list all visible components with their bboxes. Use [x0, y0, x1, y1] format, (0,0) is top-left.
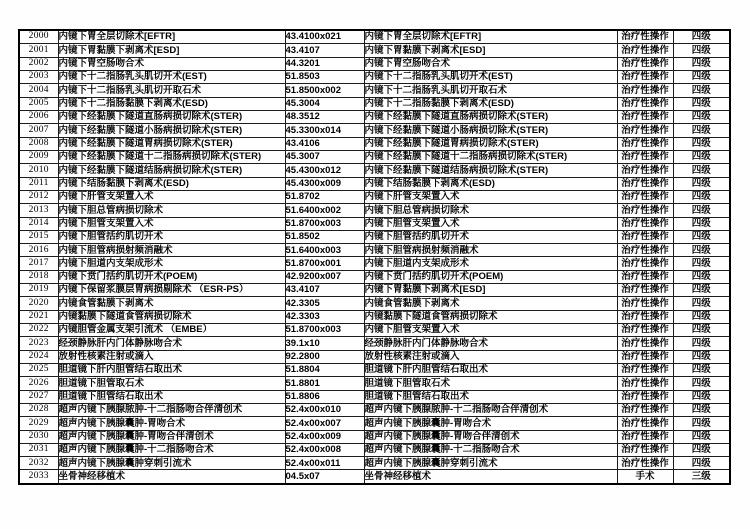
- table-row: [19, 470, 730, 484]
- cell-code: 52.4x00x007: [285, 417, 364, 430]
- cell-category: 治疗性操作: [617, 390, 673, 403]
- cell-level: 四级: [673, 430, 730, 443]
- cell-id: 2033: [19, 470, 58, 484]
- cell-level: 四级: [673, 257, 730, 270]
- cell-name: 内镜下胆管支架置入术: [58, 217, 285, 230]
- cell-id: 2010: [19, 164, 58, 177]
- cell-category: 治疗性操作: [617, 244, 673, 257]
- cell-level: 四级: [673, 57, 730, 70]
- cell-name: 超声内镜下胰腺囊肿-胃吻合术: [58, 417, 285, 430]
- cell-category: 治疗性操作: [617, 204, 673, 217]
- cell-level: 四级: [673, 177, 730, 190]
- cell-id: 2001: [19, 44, 58, 57]
- cell-name: 内镜下经黏膜下隧道胃病损切除术(STER): [58, 137, 285, 150]
- cell-code: 43.4107: [285, 284, 364, 297]
- cell-category: 治疗性操作: [617, 403, 673, 416]
- table-row: [19, 403, 730, 416]
- table-row: [19, 217, 730, 230]
- cell-name2: 超声内镜下胰腺囊肿-胃吻合术: [364, 417, 617, 430]
- table-row: [19, 230, 730, 243]
- cell-code: 92.2800: [285, 350, 364, 363]
- cell-category: 治疗性操作: [617, 44, 673, 57]
- cell-code: 51.8702: [285, 190, 364, 203]
- cell-code: 51.8503: [285, 71, 364, 84]
- table-row: [19, 257, 730, 270]
- cell-category: 治疗性操作: [617, 297, 673, 310]
- cell-level: 四级: [673, 350, 730, 363]
- table-row: [19, 363, 730, 376]
- cell-name: 内镜下胆管括约肌切开术: [58, 230, 285, 243]
- cell-id: 2015: [19, 230, 58, 243]
- cell-category: 治疗性操作: [617, 190, 673, 203]
- cell-category: 治疗性操作: [617, 337, 673, 350]
- cell-name2: 超声内镜下胰腺囊肿-十二指肠吻合术: [364, 443, 617, 456]
- cell-level: 四级: [673, 150, 730, 163]
- table-row: [19, 430, 730, 443]
- table-row: [19, 57, 730, 70]
- table-row: [19, 44, 730, 57]
- cell-level: 四级: [673, 324, 730, 337]
- cell-code: 45.3300x014: [285, 124, 364, 137]
- cell-id: 2028: [19, 403, 58, 416]
- table-row: [19, 244, 730, 257]
- cell-name2: 内镜下经黏膜下隧道胃病损切除术(STER): [364, 137, 617, 150]
- cell-name: 内镜下经黏膜下隧道十二指肠病损切除术(STER): [58, 150, 285, 163]
- cell-code: 43.4106: [285, 137, 364, 150]
- cell-category: 治疗性操作: [617, 230, 673, 243]
- cell-id: 2026: [19, 377, 58, 390]
- table-row: [19, 417, 730, 430]
- cell-name: 内镜下结肠黏膜下剥离术(ESD): [58, 177, 285, 190]
- cell-id: 2022: [19, 324, 58, 337]
- cell-id: 2018: [19, 270, 58, 283]
- cell-name2: 内镜下胃空肠吻合术: [364, 57, 617, 70]
- cell-category: 治疗性操作: [617, 57, 673, 70]
- cell-id: 2032: [19, 457, 58, 470]
- cell-level: 四级: [673, 137, 730, 150]
- cell-name: 胆道镜下胆管取石术: [58, 377, 285, 390]
- cell-id: 2006: [19, 111, 58, 124]
- cell-level: 四级: [673, 111, 730, 124]
- cell-category: 治疗性操作: [617, 324, 673, 337]
- cell-level: 四级: [673, 443, 730, 456]
- cell-level: 四级: [673, 230, 730, 243]
- cell-id: 2027: [19, 390, 58, 403]
- table-row: [19, 97, 730, 110]
- cell-id: 2019: [19, 284, 58, 297]
- table-row: [19, 124, 730, 137]
- cell-name2: 坐骨神经移植术: [364, 470, 617, 484]
- cell-code: 51.6400x003: [285, 244, 364, 257]
- cell-name: 内镜下胃黏膜下剥离术[ESD]: [58, 44, 285, 57]
- cell-level: 三级: [673, 470, 730, 484]
- cell-code: 39.1x10: [285, 337, 364, 350]
- cell-name2: 内镜下胃全层切除术[EFTR]: [364, 30, 617, 44]
- cell-name2: 内镜下胆管支架置入术: [364, 324, 617, 337]
- cell-code: 52.4x00x009: [285, 430, 364, 443]
- cell-code: 44.3201: [285, 57, 364, 70]
- table-row: [19, 30, 730, 44]
- cell-id: 2009: [19, 150, 58, 163]
- cell-name2: 内镜下胃黏膜下剥离术[ESD]: [364, 284, 617, 297]
- cell-name: 超声内镜下胰腺脓肿-十二指肠吻合伴清创术: [58, 403, 285, 416]
- table-row: [19, 111, 730, 124]
- cell-name2: 内镜下十二指肠乳头肌切开术(EST): [364, 71, 617, 84]
- cell-code: 43.4107: [285, 44, 364, 57]
- table-row: [19, 443, 730, 456]
- cell-name2: 经颈静脉肝内门体静脉吻合术: [364, 337, 617, 350]
- cell-name: 超声内镜下胰腺囊肿-胃吻合伴清创术: [58, 430, 285, 443]
- cell-name: 内镜胆管金属支架引流术 （EMBE）: [58, 324, 285, 337]
- cell-category: 治疗性操作: [617, 430, 673, 443]
- table-row: [19, 337, 730, 350]
- cell-code: 45.4300x009: [285, 177, 364, 190]
- table-row: [19, 350, 730, 363]
- cell-category: 治疗性操作: [617, 164, 673, 177]
- cell-name: 内镜黏膜下隧道食管病损切除术: [58, 310, 285, 323]
- cell-name2: 内镜下经黏膜下隧道小肠病损切除术(STER): [364, 124, 617, 137]
- cell-level: 四级: [673, 310, 730, 323]
- cell-name2: 胆道镜下肝内胆管结石取出术: [364, 363, 617, 376]
- cell-id: 2024: [19, 350, 58, 363]
- cell-name2: 内镜下胆道内支架成形术: [364, 257, 617, 270]
- cell-level: 四级: [673, 337, 730, 350]
- cell-code: 51.8500x002: [285, 84, 364, 97]
- cell-name: 内镜下胃全层切除术[EFTR]: [58, 30, 285, 44]
- cell-id: 2016: [19, 244, 58, 257]
- cell-name2: 内镜黏膜下隧道食管病损切除术: [364, 310, 617, 323]
- cell-level: 四级: [673, 417, 730, 430]
- cell-category: 治疗性操作: [617, 71, 673, 84]
- cell-id: 2013: [19, 204, 58, 217]
- cell-name2: 内镜下十二指肠黏膜下剥离术(ESD): [364, 97, 617, 110]
- cell-name2: 内镜下胆管病损射频消融术: [364, 244, 617, 257]
- cell-level: 四级: [673, 457, 730, 470]
- cell-level: 四级: [673, 44, 730, 57]
- cell-name: 内镜下肝管支架置入术: [58, 190, 285, 203]
- table-row: [19, 270, 730, 283]
- cell-name: 坐骨神经移植术: [58, 470, 285, 484]
- cell-code: 45.3007: [285, 150, 364, 163]
- procedure-table-body: [19, 30, 730, 484]
- cell-code: 51.8801: [285, 377, 364, 390]
- table-row: [19, 84, 730, 97]
- cell-code: 51.6400x002: [285, 204, 364, 217]
- cell-id: 2030: [19, 430, 58, 443]
- cell-name: 内镜食管黏膜下剥离术: [58, 297, 285, 310]
- cell-category: 治疗性操作: [617, 377, 673, 390]
- cell-name2: 内镜下经黏膜下隧道直肠病损切除术(STER): [364, 111, 617, 124]
- cell-level: 四级: [673, 164, 730, 177]
- cell-category: 治疗性操作: [617, 257, 673, 270]
- cell-level: 四级: [673, 377, 730, 390]
- cell-level: 四级: [673, 71, 730, 84]
- procedure-table: [18, 29, 731, 485]
- cell-category: 治疗性操作: [617, 150, 673, 163]
- cell-category: 治疗性操作: [617, 111, 673, 124]
- cell-level: 四级: [673, 217, 730, 230]
- cell-code: 45.4300x012: [285, 164, 364, 177]
- table-row: [19, 150, 730, 163]
- cell-name2: 内镜下胆总管病损切除术: [364, 204, 617, 217]
- cell-code: 52.4x00x011: [285, 457, 364, 470]
- cell-id: 2021: [19, 310, 58, 323]
- table-row: [19, 137, 730, 150]
- cell-code: 45.3004: [285, 97, 364, 110]
- cell-category: 治疗性操作: [617, 177, 673, 190]
- table-row: [19, 457, 730, 470]
- cell-code: 51.8700x003: [285, 324, 364, 337]
- cell-name2: 超声内镜下胰腺脓肿-十二指肠吻合伴清创术: [364, 403, 617, 416]
- cell-name: 超声内镜下胰腺囊肿穿刺引流术: [58, 457, 285, 470]
- table-row: [19, 310, 730, 323]
- cell-code: 51.8700x001: [285, 257, 364, 270]
- cell-name2: 内镜下胆管括约肌切开术: [364, 230, 617, 243]
- cell-name2: 内镜下肝管支架置入术: [364, 190, 617, 203]
- cell-id: 2000: [19, 30, 58, 44]
- cell-name: 内镜下胆管病损射频消融术: [58, 244, 285, 257]
- cell-level: 四级: [673, 297, 730, 310]
- cell-name2: 内镜下经黏膜下隧道十二指肠病损切除术(STER): [364, 150, 617, 163]
- cell-id: 2002: [19, 57, 58, 70]
- cell-name2: 内镜食管黏膜下剥离术: [364, 297, 617, 310]
- cell-name: 内镜下十二指肠乳头肌切开取石术: [58, 84, 285, 97]
- cell-name: 超声内镜下胰腺囊肿-十二指肠吻合术: [58, 443, 285, 456]
- cell-name: 内镜下胆道内支架成形术: [58, 257, 285, 270]
- cell-category: 治疗性操作: [617, 457, 673, 470]
- cell-category: 治疗性操作: [617, 443, 673, 456]
- cell-name: 内镜下胆总管病损切除术: [58, 204, 285, 217]
- cell-category: 治疗性操作: [617, 217, 673, 230]
- table-row: [19, 390, 730, 403]
- cell-code: 51.8502: [285, 230, 364, 243]
- cell-id: 2011: [19, 177, 58, 190]
- table-row: [19, 377, 730, 390]
- cell-name: 内镜下经黏膜下隧道结肠病损切除术(STER): [58, 164, 285, 177]
- cell-category: 治疗性操作: [617, 30, 673, 44]
- cell-id: 2007: [19, 124, 58, 137]
- cell-level: 四级: [673, 204, 730, 217]
- cell-level: 四级: [673, 124, 730, 137]
- cell-category: 治疗性操作: [617, 350, 673, 363]
- table-row: [19, 164, 730, 177]
- cell-name2: 胆道镜下胆管结石取出术: [364, 390, 617, 403]
- cell-name2: 内镜下结肠黏膜下剥离术(ESD): [364, 177, 617, 190]
- cell-id: 2005: [19, 97, 58, 110]
- cell-name2: 内镜下十二指肠乳头肌切开取石术: [364, 84, 617, 97]
- cell-name2: 内镜下胃黏膜下剥离术[ESD]: [364, 44, 617, 57]
- cell-id: 2003: [19, 71, 58, 84]
- cell-level: 四级: [673, 390, 730, 403]
- cell-category: 治疗性操作: [617, 84, 673, 97]
- cell-name: 内镜下贲门括约肌切开术(POEM): [58, 270, 285, 283]
- cell-level: 四级: [673, 190, 730, 203]
- cell-category: 治疗性操作: [617, 363, 673, 376]
- table-row: [19, 297, 730, 310]
- cell-name2: 超声内镜下胰腺囊肿穿刺引流术: [364, 457, 617, 470]
- cell-category: 治疗性操作: [617, 124, 673, 137]
- cell-code: 48.3512: [285, 111, 364, 124]
- cell-level: 四级: [673, 84, 730, 97]
- cell-level: 四级: [673, 403, 730, 416]
- cell-name2: 放射性核素注射或滴入: [364, 350, 617, 363]
- cell-id: 2020: [19, 297, 58, 310]
- cell-level: 四级: [673, 30, 730, 44]
- table-row: [19, 204, 730, 217]
- cell-name2: 超声内镜下胰腺囊肿-胃吻合伴清创术: [364, 430, 617, 443]
- cell-id: 2031: [19, 443, 58, 456]
- cell-level: 四级: [673, 284, 730, 297]
- cell-name: 经颈静脉肝内门体静脉吻合术: [58, 337, 285, 350]
- cell-name: 胆道镜下肝内胆管结石取出术: [58, 363, 285, 376]
- cell-level: 四级: [673, 363, 730, 376]
- cell-category: 治疗性操作: [617, 270, 673, 283]
- cell-name: 内镜下十二指肠乳头肌切开术(EST): [58, 71, 285, 84]
- cell-id: 2004: [19, 84, 58, 97]
- cell-code: 51.8806: [285, 390, 364, 403]
- cell-category: 治疗性操作: [617, 417, 673, 430]
- cell-name: 内镜下十二指肠黏膜下剥离术(ESD): [58, 97, 285, 110]
- cell-code: 51.8700x003: [285, 217, 364, 230]
- cell-name: 内镜下经黏膜下隧道直肠病损切除术(STER): [58, 111, 285, 124]
- cell-id: 2012: [19, 190, 58, 203]
- cell-level: 四级: [673, 270, 730, 283]
- cell-code: 42.9200x007: [285, 270, 364, 283]
- cell-category: 治疗性操作: [617, 137, 673, 150]
- cell-level: 四级: [673, 97, 730, 110]
- table-row: [19, 324, 730, 337]
- cell-name: 放射性核素注射或滴入: [58, 350, 285, 363]
- cell-name2: 胆道镜下胆管取石术: [364, 377, 617, 390]
- cell-name2: 内镜下胆管支架置入术: [364, 217, 617, 230]
- cell-code: 43.4100x021: [285, 30, 364, 44]
- cell-id: 2014: [19, 217, 58, 230]
- cell-id: 2008: [19, 137, 58, 150]
- cell-code: 04.5x07: [285, 470, 364, 484]
- cell-id: 2017: [19, 257, 58, 270]
- cell-id: 2025: [19, 363, 58, 376]
- cell-name: 胆道镜下胆管结石取出术: [58, 390, 285, 403]
- table-row: [19, 190, 730, 203]
- cell-code: 51.8804: [285, 363, 364, 376]
- cell-name: 内镜下经黏膜下隧道小肠病损切除术(STER): [58, 124, 285, 137]
- cell-name: 内镜下胃空肠吻合术: [58, 57, 285, 70]
- table-row: [19, 177, 730, 190]
- cell-name: 内镜下保留浆膜层胃病损剔除术 （ESR-PS）: [58, 284, 285, 297]
- cell-id: 2023: [19, 337, 58, 350]
- cell-category: 治疗性操作: [617, 284, 673, 297]
- cell-category: 手术: [617, 470, 673, 484]
- cell-code: 42.3303: [285, 310, 364, 323]
- cell-level: 四级: [673, 244, 730, 257]
- cell-category: 治疗性操作: [617, 310, 673, 323]
- cell-name2: 内镜下经黏膜下隧道结肠病损切除术(STER): [364, 164, 617, 177]
- cell-category: 治疗性操作: [617, 97, 673, 110]
- table-row: [19, 284, 730, 297]
- table-row: [19, 71, 730, 84]
- cell-code: 52.4x00x008: [285, 443, 364, 456]
- cell-name2: 内镜下贲门括约肌切开术(POEM): [364, 270, 617, 283]
- cell-code: 42.3305: [285, 297, 364, 310]
- cell-code: 52.4x00x010: [285, 403, 364, 416]
- cell-id: 2029: [19, 417, 58, 430]
